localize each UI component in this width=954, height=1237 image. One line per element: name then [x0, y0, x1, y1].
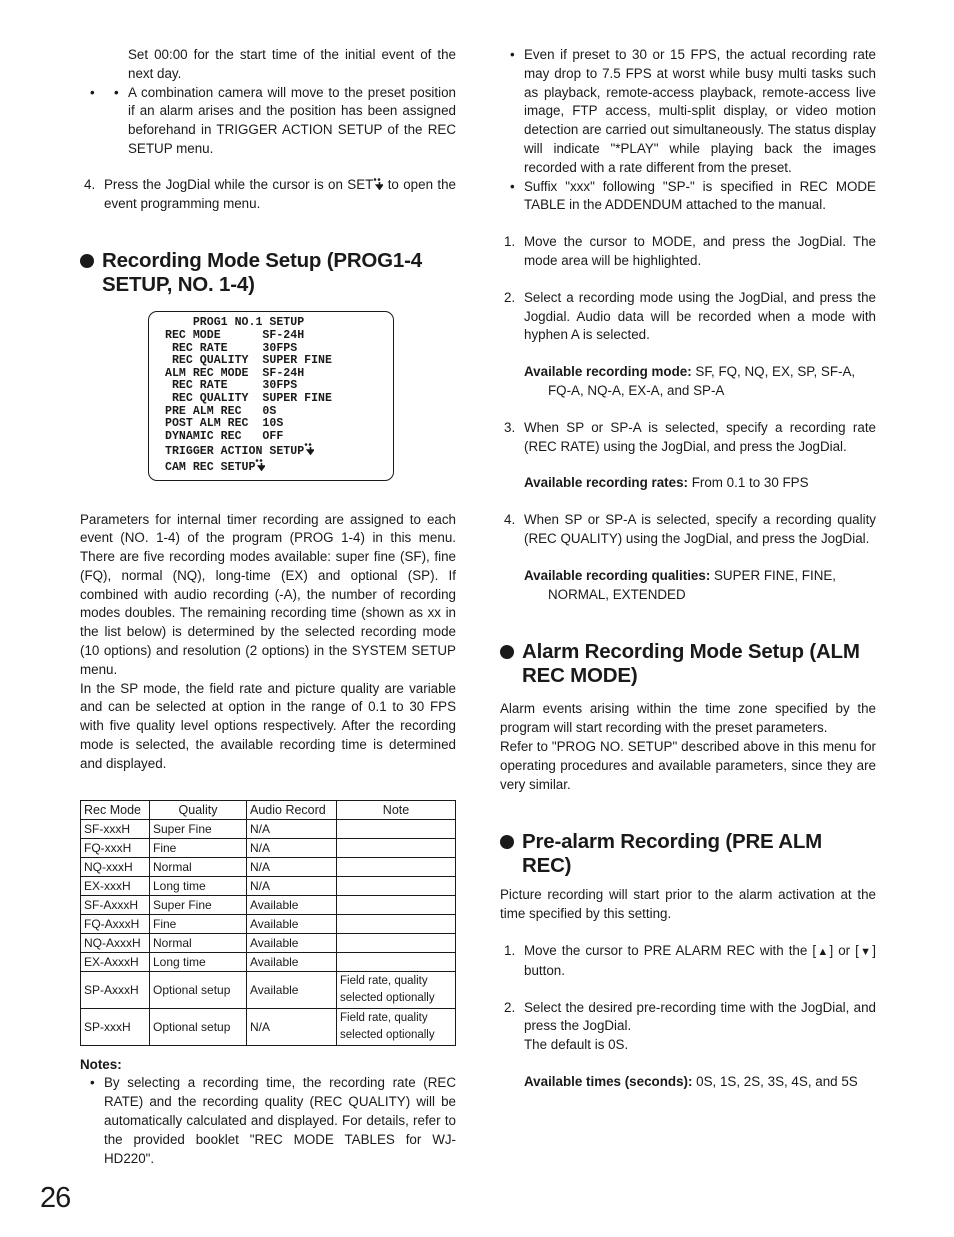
bullet-dot-icon [500, 835, 514, 849]
table-cell [337, 952, 456, 971]
paragraph-alarm-events: Alarm events arising within the time zone specified by the program will start recording with the preset parameters. [500, 701, 876, 736]
bullet-dot-icon [500, 645, 514, 659]
available-qualities: Available recording qualities: SUPER FINE, FINE, NORMAL, EXTENDED [524, 567, 837, 602]
table-row [81, 838, 456, 857]
continued-line: Set 00:00 for the start time of the initial event of the next day. [128, 47, 456, 81]
bullet-dot-icon [80, 254, 94, 268]
step-1: 1. Move the cursor to MODE, and press the JogDial. The mode area will be highlighted. [504, 234, 876, 268]
section-heading-pre-alarm: Pre-alarm Recording (PRE ALM REC) [500, 830, 876, 878]
available-rates: Available recording rates: From 0.1 to 30 FPS [524, 475, 809, 491]
table-row [81, 895, 456, 914]
table-cell: Available [247, 971, 337, 1008]
right-column [500, 46, 876, 1092]
step-3: 3. When SP or SP-A is selected, specify a recording rate (REC RATE) using the JogDial, and press the JogDial. [504, 419, 876, 454]
column-header: Audio Record [247, 800, 337, 819]
table-cell: Field rate, quality selected optionally [337, 1008, 456, 1045]
table-row [81, 876, 456, 895]
table-row [81, 857, 456, 876]
menu-screen-prog1 [148, 311, 394, 480]
set-arrow-icon [373, 178, 383, 190]
paragraph-alarm-refer: Refer to "PROG NO. SETUP" described above in this menu for operating procedures and available parameters, since they are very similar. [500, 738, 876, 792]
step-4: 4. Press the JogDial while the cursor is on SET to open the event programming menu. [84, 176, 456, 211]
menu-line: POST ALM REC 10S [165, 417, 284, 431]
menu-line: TRIGGER ACTION SETUP [165, 445, 305, 459]
table-row [81, 971, 456, 1008]
set-arrow-icon [304, 443, 314, 455]
step-4: 4. When SP or SP-A is selected, specify a recording quality (REC QUALITY) using the JogDial, and press the JogDial. [504, 512, 876, 546]
table-cell: SF-xxxH [81, 819, 150, 838]
menu-line: REC RATE 30FPS [165, 379, 298, 393]
table-cell: Normal [150, 857, 247, 876]
table-body [81, 819, 456, 1045]
section-heading-alarm-recording: Alarm Recording Mode Setup (ALM REC MODE) [500, 640, 876, 688]
table-header-row [81, 800, 456, 819]
table-cell: Available [247, 952, 337, 971]
table-cell: Available [247, 914, 337, 933]
right-bullets [500, 46, 876, 215]
up-arrow-icon: ▲ [816, 945, 830, 958]
menu-line: REC MODE SF-24H [165, 328, 305, 342]
menu-line: ALM REC MODE SF-24H [165, 366, 305, 380]
set-arrow-icon [255, 459, 265, 471]
table-cell [337, 933, 456, 952]
table-cell: N/A [247, 819, 337, 838]
table-cell [337, 819, 456, 838]
available-modes: Available recording mode: SF, FQ, NQ, EX, SP, SF-A, FQ-A, NQ-A, EX-A, and SP-A [524, 364, 856, 398]
down-arrow-icon: ▼ [858, 945, 873, 958]
table-cell: N/A [247, 876, 337, 895]
table-cell: Optional setup [150, 1008, 247, 1045]
left-column [80, 46, 456, 1168]
table-cell [337, 857, 456, 876]
table-row [81, 819, 456, 838]
notes-list [80, 1074, 456, 1168]
table-cell: SP-xxxH [81, 1008, 150, 1045]
table-cell [337, 895, 456, 914]
menu-line: REC RATE 30FPS [165, 341, 298, 355]
table-cell: Available [247, 895, 337, 914]
table-cell: Available [247, 933, 337, 952]
notes-title: Notes: [80, 1056, 122, 1072]
table-cell: NQ-xxxH [81, 857, 150, 876]
table-cell: Long time [150, 952, 247, 971]
table-cell: EX-AxxxH [81, 952, 150, 971]
menu-line: DYNAMIC REC OFF [165, 429, 284, 443]
pre-step-2: 2. Select the desired pre-recording time with the JogDial, and press the JogDial. The default is 0S. [504, 999, 876, 1053]
page-number: 26 [40, 1182, 71, 1214]
section-heading-recording-mode: Recording Mode Setup (PROG1-4 SETUP, NO. 1-4) [80, 249, 456, 297]
list-item: • By selecting a recording time, the recording rate (REC RATE) and the recording quality (REC QUALITY) will be automatically calculated and displayed. For details, refer to the provided booklet "REC MODE TABLES for WJ-HD220". [80, 1074, 456, 1168]
column-header: Rec Mode [81, 800, 150, 819]
table-cell: NQ-AxxxH [81, 933, 150, 952]
list-item: • • A combination camera will move to the preset position if an alarm arises and the position has been assigned beforehand in TRIGGER ACTION SETUP of the REC SETUP menu. [80, 84, 456, 159]
paragraph-pre-alarm: Picture recording will start prior to the alarm activation at the time specified by this setting. [500, 887, 876, 922]
table-row [81, 952, 456, 971]
menu-line: PROG1 NO.1 SETUP [165, 316, 305, 330]
menu-line: CAM REC SETUP [165, 460, 256, 474]
step-2: 2. Select a recording mode using the JogDial, and press the Jogdial. Audio data will be recorded when a mode with hyphen A is selected. [504, 289, 876, 343]
menu-line: REC QUALITY SUPER FINE [165, 391, 332, 405]
table-cell: Fine [150, 838, 247, 857]
column-header: Note [337, 800, 456, 819]
column-header: Quality [150, 800, 247, 819]
table-cell: Field rate, quality selected optionally [337, 971, 456, 1008]
table-cell: FQ-AxxxH [81, 914, 150, 933]
rec-mode-table [80, 800, 456, 1046]
paragraph-recording-modes: Parameters for internal timer recording are assigned to each event (NO. 1-4) of the program (PROG 1-4) in this menu. There are five recording modes available: super fine (SF), fine (FQ), normal (NQ), long-time (EX) and optional (SP). If combined with audio recording (-A), the number of recording modes doubles. The remaining recording time (shown as xx in the list below) is determined by the selected recording mode (10 options) and resolution (2 options) in the SYSTEM SETUP menu. [80, 511, 456, 677]
table-cell [337, 838, 456, 857]
continued-bullets [80, 84, 456, 159]
table-cell [337, 876, 456, 895]
table-row [81, 933, 456, 952]
available-times: Available times (seconds): 0S, 1S, 2S, 3S, 4S, and 5S [524, 1073, 858, 1089]
pre-step-1: 1. Move the cursor to PRE ALARM REC with the [▲] or [▼] button. [504, 942, 876, 978]
table-row [81, 1008, 456, 1045]
table-cell: Super Fine [150, 819, 247, 838]
table-cell: N/A [247, 857, 337, 876]
table-cell [337, 914, 456, 933]
table-cell: FQ-xxxH [81, 838, 150, 857]
table-cell: EX-xxxH [81, 876, 150, 895]
menu-line: REC QUALITY SUPER FINE [165, 354, 332, 368]
table-cell: SP-AxxxH [81, 971, 150, 1008]
table-cell: Super Fine [150, 895, 247, 914]
table-row [81, 914, 456, 933]
table-cell: N/A [247, 838, 337, 857]
list-item: • Even if preset to 30 or 15 FPS, the actual recording rate may drop to 7.5 FPS at worst while busy multi tasks such as playback, remote-access playback, remote-access live image, FTP access, multi-split display, or video motion detection are carried out simultaneously. The status display will indicate "*PLAY" while playing back the images recorded with a rate different from the preset. [500, 46, 876, 178]
list-item: • Suffix "xxx" following "SP-" is specified in REC MODE TABLE in the ADDENDUM attached to the manual. [500, 178, 876, 216]
menu-line: PRE ALM REC 0S [165, 404, 277, 418]
table-cell: Optional setup [150, 971, 247, 1008]
table-cell: SF-AxxxH [81, 895, 150, 914]
table-cell: Normal [150, 933, 247, 952]
table-cell: Fine [150, 914, 247, 933]
paragraph-sp-mode: In the SP mode, the field rate and picture quality are variable and can be selected at option in the range of 0.1 to 30 FPS with five quality level options respectively. After the recording mode is selected, the available recording time is determined and displayed. [80, 680, 456, 771]
table-cell: Long time [150, 876, 247, 895]
table-cell: N/A [247, 1008, 337, 1045]
